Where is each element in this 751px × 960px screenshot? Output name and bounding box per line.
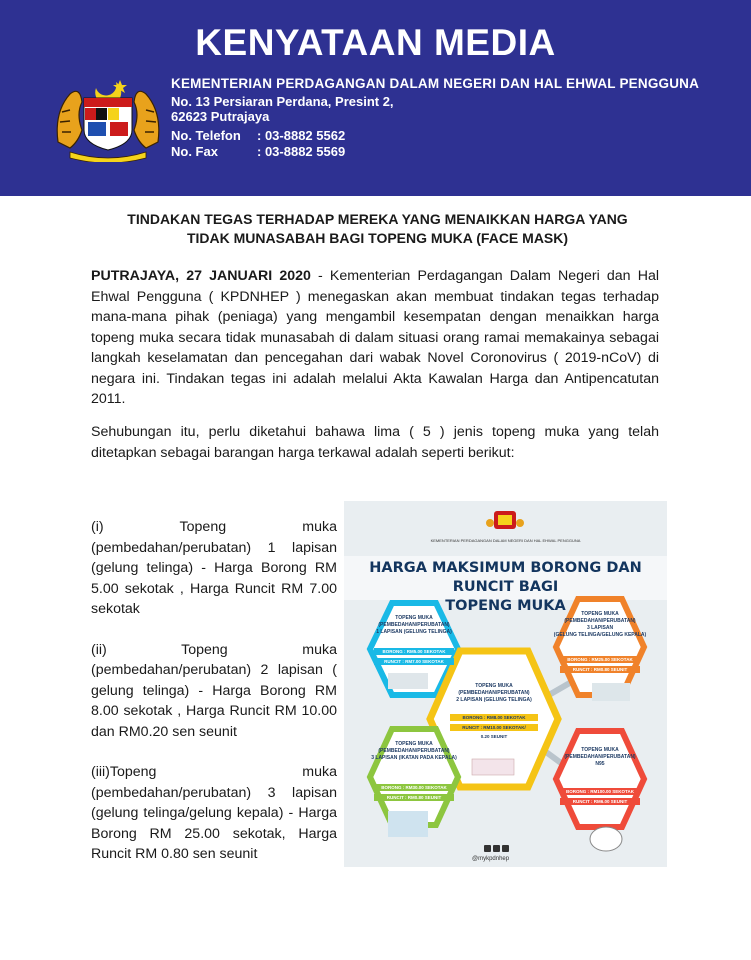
mask-1ply-image <box>388 673 428 689</box>
mask-tie-image <box>388 811 428 837</box>
svg-text:BORONG : RM8.00 SEKOTAK: BORONG : RM8.00 SEKOTAK <box>462 715 526 720</box>
svg-text:N95: N95 <box>595 761 605 767</box>
infographic-title <box>344 559 667 616</box>
social-handle: @mykpdnhep <box>472 856 510 862</box>
infographic-crest-icon <box>486 511 524 529</box>
address-line-1: No. 13 Persiaran Perdana, Presint 2, <box>171 94 394 109</box>
malaysia-coat-of-arms-icon <box>52 72 164 162</box>
twitter-icon <box>493 845 500 852</box>
mask-price-list <box>91 517 337 885</box>
facebook-icon <box>484 845 491 852</box>
mask-2ply-image <box>472 759 514 775</box>
ministry-name: KEMENTERIAN PERDAGANGAN DALAM NEGERI DAN HAL EHWAL PENGGUNA <box>171 76 700 91</box>
svg-text:RUNCIT : RM0.80 SEUNIT: RUNCIT : RM0.80 SEUNIT <box>386 795 442 800</box>
svg-text:3 LAPISAN: 3 LAPISAN <box>586 625 614 631</box>
svg-text:2 LAPISAN (GELUNG TELINGA): 2 LAPISAN (GELUNG TELINGA) <box>456 697 532 703</box>
phone-row <box>171 128 345 143</box>
svg-text:RUNCIT : RM0.80 SEUNIT: RUNCIT : RM0.80 SEUNIT <box>572 667 628 672</box>
infographic-title-line-1: HARGA MAKSIMUM BORONG DAN RUNCIT BAGI <box>369 560 642 595</box>
paragraph-2: Sehubungan itu, perlu diketahui bahawa lima ( 5 ) jenis topeng muka yang telah ditetapkan sebagai barangan harga terkawal adalah seperti berikut: <box>91 424 659 461</box>
document-title-line-1: TINDAKAN TEGAS TERHADAP MEREKA YANG MENAIKKAN HARGA YANG <box>127 211 628 227</box>
svg-text:(PEMBEDAHAN/PERUBATAN): (PEMBEDAHAN/PERUBATAN) <box>458 690 530 696</box>
phone-label: No. Telefon <box>171 128 241 143</box>
svg-text:TOPENG MUKA: TOPENG MUKA <box>581 747 619 753</box>
instagram-icon <box>502 845 509 852</box>
svg-text:RUNCIT : RM10.00 SEKOTAK/: RUNCIT : RM10.00 SEKOTAK/ <box>462 725 526 730</box>
mask-3ply-image <box>592 683 630 701</box>
svg-text:1 LAPISAN (GELUNG TELINGA): 1 LAPISAN (GELUNG TELINGA) <box>376 629 452 635</box>
svg-text:BORONG : RM25.00 SEKOTAK: BORONG : RM25.00 SEKOTAK <box>567 657 633 662</box>
hex-5-n95 <box>556 731 644 827</box>
infographic-graphics <box>344 501 667 867</box>
svg-text:(PEMBEDAHAN/PERUBATAN): (PEMBEDAHAN/PERUBATAN) <box>564 618 636 624</box>
address-line-2: 62623 Putrajaya <box>171 109 270 124</box>
paragraph-1-body: - Kementerian Perdagangan Dalam Negeri dan Hal Ehwal Pengguna ( KPDNHEP ) menegaskan akan membuat tindakan tegas terhadap mana-mana pihak (peniaga) yang mengambil kesempatan dengan menaikkan harga topeng muka secara tidak munasabah di dalam situasi orang ramai memakainya sebagai langkah keselamatan dan pencegahan dari wabak Novel Coronovirus ( 2019-nCoV) di negara ini. Tindakan tegas ini adalah melalui Akta Kawalan Harga dan Antipencatutan 2011. <box>91 268 659 407</box>
phone-value: : 03-8882 5562 <box>257 128 346 143</box>
svg-text:TOPENG MUKA: TOPENG MUKA <box>475 683 513 689</box>
svg-text:BORONG : RM30.00 SEKOTAK: BORONG : RM30.00 SEKOTAK <box>381 785 447 790</box>
dateline: PUTRAJAYA, 27 JANUARI 2020 <box>91 268 311 284</box>
paragraph-1 <box>91 266 659 410</box>
document-title <box>95 210 660 248</box>
svg-text:TOPENG MUKA: TOPENG MUKA <box>395 615 433 621</box>
fax-row <box>171 144 345 159</box>
svg-text:(PEMBEDAHAN/PERUBATAN): (PEMBEDAHAN/PERUBATAN) <box>564 754 636 760</box>
infographic-ministry: KEMENTERIAN PERDAGANGAN DALAM NEGERI DAN HAL EHWAL PENGGUNA <box>430 538 581 543</box>
svg-text:(GELUNG TELINGA/GELUNG KEPALA): (GELUNG TELINGA/GELUNG KEPALA) <box>553 632 647 638</box>
svg-text:TOPENG MUKA: TOPENG MUKA <box>395 741 433 747</box>
document-title-line-2: TIDAK MUNASABAH BAGI TOPENG MUKA (FACE MASK) <box>186 230 569 246</box>
list-item: (iii)Topeng muka (pembedahan/perubatan) 3 lapisan (gelung telinga/gelung kepala) - Harga Borong RM 25.00 sekotak, Harga Runcit RM 0.80 sen seunit <box>91 764 337 862</box>
header-title: KENYATAAN MEDIA <box>195 22 556 63</box>
list-item: (ii) Topeng muka (pembedahan/perubatan) 2 lapisan ( gelung telinga) - Harga Borong RM 8.00 sekotak , Harga Runcit RM 10.00 dan RM0.20 sen seunit <box>91 641 337 740</box>
media-statement-header <box>0 0 751 196</box>
mask-n95-image <box>590 827 622 851</box>
fax-label: No. Fax <box>171 144 218 159</box>
svg-text:(PEMBEDAHAN/PERUBATAN): (PEMBEDAHAN/PERUBATAN) <box>378 622 450 628</box>
svg-text:0.20 SEUNIT: 0.20 SEUNIT <box>480 734 508 739</box>
list-item: (i) Topeng muka (pembedahan/perubatan) 1 lapisan (gelung telinga) - Harga Borong RM 5.00 sekotak , Harga Runcit RM 7.00 sekotak <box>91 519 337 617</box>
svg-text:BORONG : RM5.00 SEKOTAK: BORONG : RM5.00 SEKOTAK <box>382 649 446 654</box>
svg-text:TOPENG MUKA: TOPENG MUKA <box>581 611 619 617</box>
svg-text:RUNCIT : RM6.00 SEUNIT: RUNCIT : RM6.00 SEUNIT <box>572 799 628 804</box>
svg-text:BORONG : RM100.00 SEKOTAK: BORONG : RM100.00 SEKOTAK <box>566 789 634 794</box>
svg-text:3 LAPISAN (IKATAN PADA KEPALA): 3 LAPISAN (IKATAN PADA KEPALA) <box>371 755 457 761</box>
fax-value: : 03-8882 5569 <box>257 144 346 159</box>
svg-text:(PEMBEDAHAN/PERUBATAN): (PEMBEDAHAN/PERUBATAN) <box>378 748 450 754</box>
infographic-title-line-2: TOPENG MUKA <box>445 598 566 614</box>
price-infographic <box>344 501 667 867</box>
svg-text:RUNCIT : RM7.00 SEKOTAK: RUNCIT : RM7.00 SEKOTAK <box>384 659 444 664</box>
